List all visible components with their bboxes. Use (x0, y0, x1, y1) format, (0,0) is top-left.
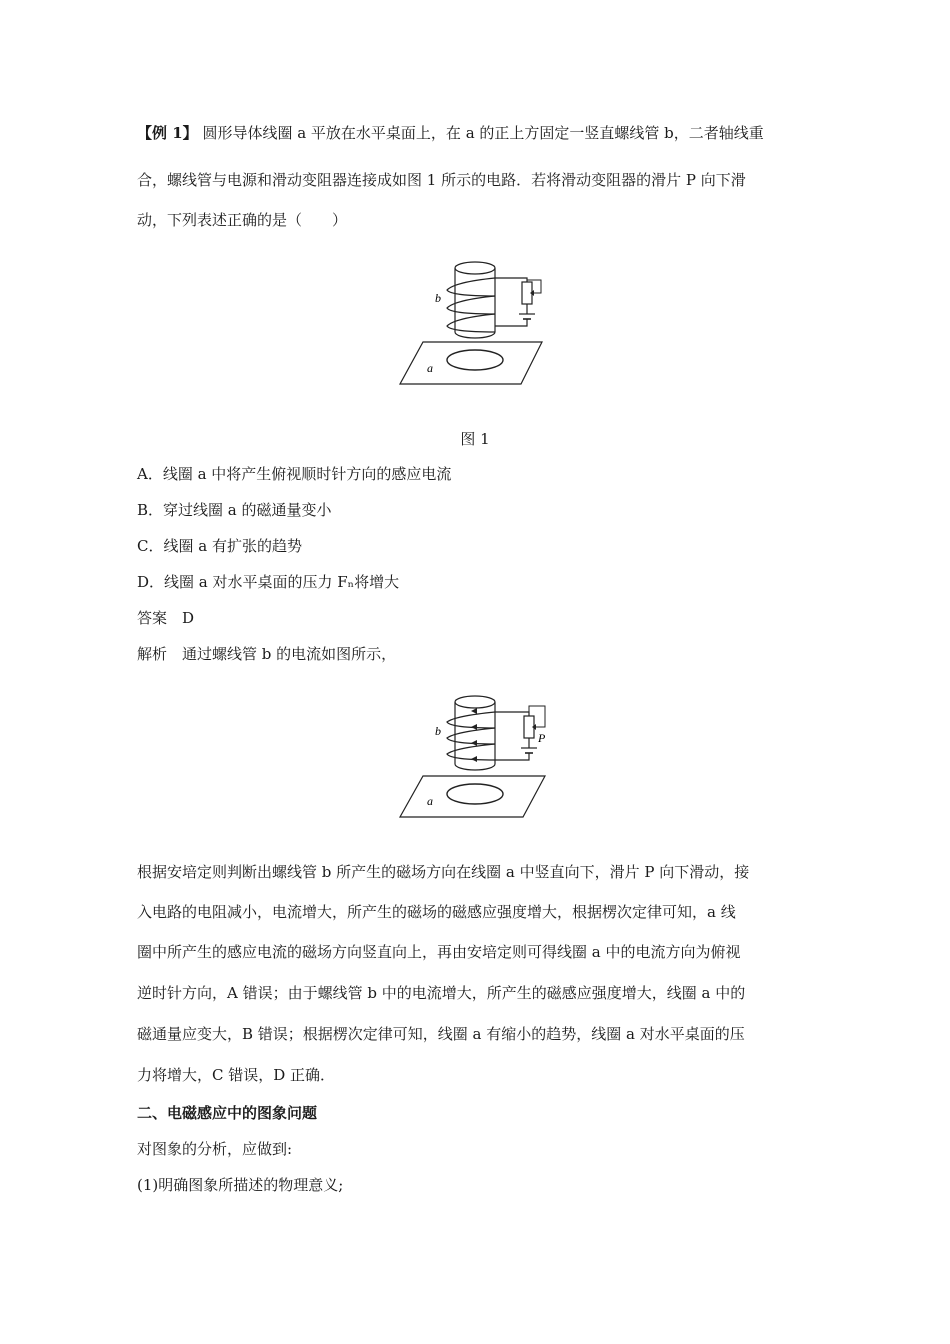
figure-1-label-b: b (435, 291, 441, 305)
example-line-3: 动，下列表述正确的是（ ） (137, 211, 348, 229)
option-b: B．穿过线圈 a 的磁通量变小 (137, 501, 332, 519)
explanation-line-1: 根据安培定则判断出螺线管 b 所产生的磁场方向在线圈 a 中竖直向下，滑片 P 向下滑动，接 (137, 863, 750, 881)
answer-line: 答案 D (137, 609, 195, 627)
example-line-2: 合，螺线管与电源和滑动变阻器连接成如图 1 所示的电路．若将滑动变阻器的滑片 P 向下滑 (137, 171, 746, 189)
explanation-line-3: 圈中所产生的感应电流的磁场方向竖直向上，再由安培定则可得线圈 a 中的电流方向为俯视 (137, 943, 741, 961)
section-line-2: (1)明确图象所描述的物理意义; (137, 1176, 344, 1194)
example-line-1 (137, 122, 817, 144)
explanation-line-4: 逆时针方向，A 错误；由于螺线管 b 中的电流增大，所产生的磁感应强度增大，线圈 a 中的 (137, 984, 746, 1002)
figure-2-label-a: a (427, 794, 433, 808)
example-label: 【例 1】 (137, 124, 198, 142)
figure-2-label-b: b (435, 724, 441, 738)
figure-2-label-p: P (538, 731, 546, 745)
explanation-line-5: 磁通量应变大，B 错误；根据楞次定律可知，线圈 a 有缩小的趋势，线圈 a 对水平桌面的压 (137, 1025, 745, 1043)
figure-1-solenoid-diagram (395, 252, 550, 387)
figure-2-solenoid-current-diagram (395, 690, 555, 820)
explanation-line-2: 入电路的电阻减小，电流增大，所产生的磁场的磁感应强度增大，根据楞次定律可知，a 线 (137, 903, 736, 921)
section-title: 二、电磁感应中的图象问题 (137, 1104, 318, 1122)
option-d: D．线圈 a 对水平桌面的压力 Fₙ将增大 (137, 573, 400, 591)
option-c: C．线圈 a 有扩张的趋势 (137, 537, 302, 555)
explanation-line-6: 力将增大，C 错误，D 正确． (137, 1066, 336, 1084)
figure-1-caption: 图 1 (460, 430, 490, 448)
option-a: A．线圈 a 中将产生俯视顺时针方向的感应电流 (137, 465, 452, 483)
example-text-1: 圆形导体线圈 a 平放在水平桌面上，在 a 的正上方固定一竖直螺线管 b，二者轴线重 (202, 124, 764, 142)
analysis-intro: 解析 通过螺线管 b 的电流如图所示， (137, 645, 397, 663)
figure-1-label-a: a (427, 361, 433, 375)
section-line-1: 对图象的分析，应做到: (137, 1140, 293, 1158)
